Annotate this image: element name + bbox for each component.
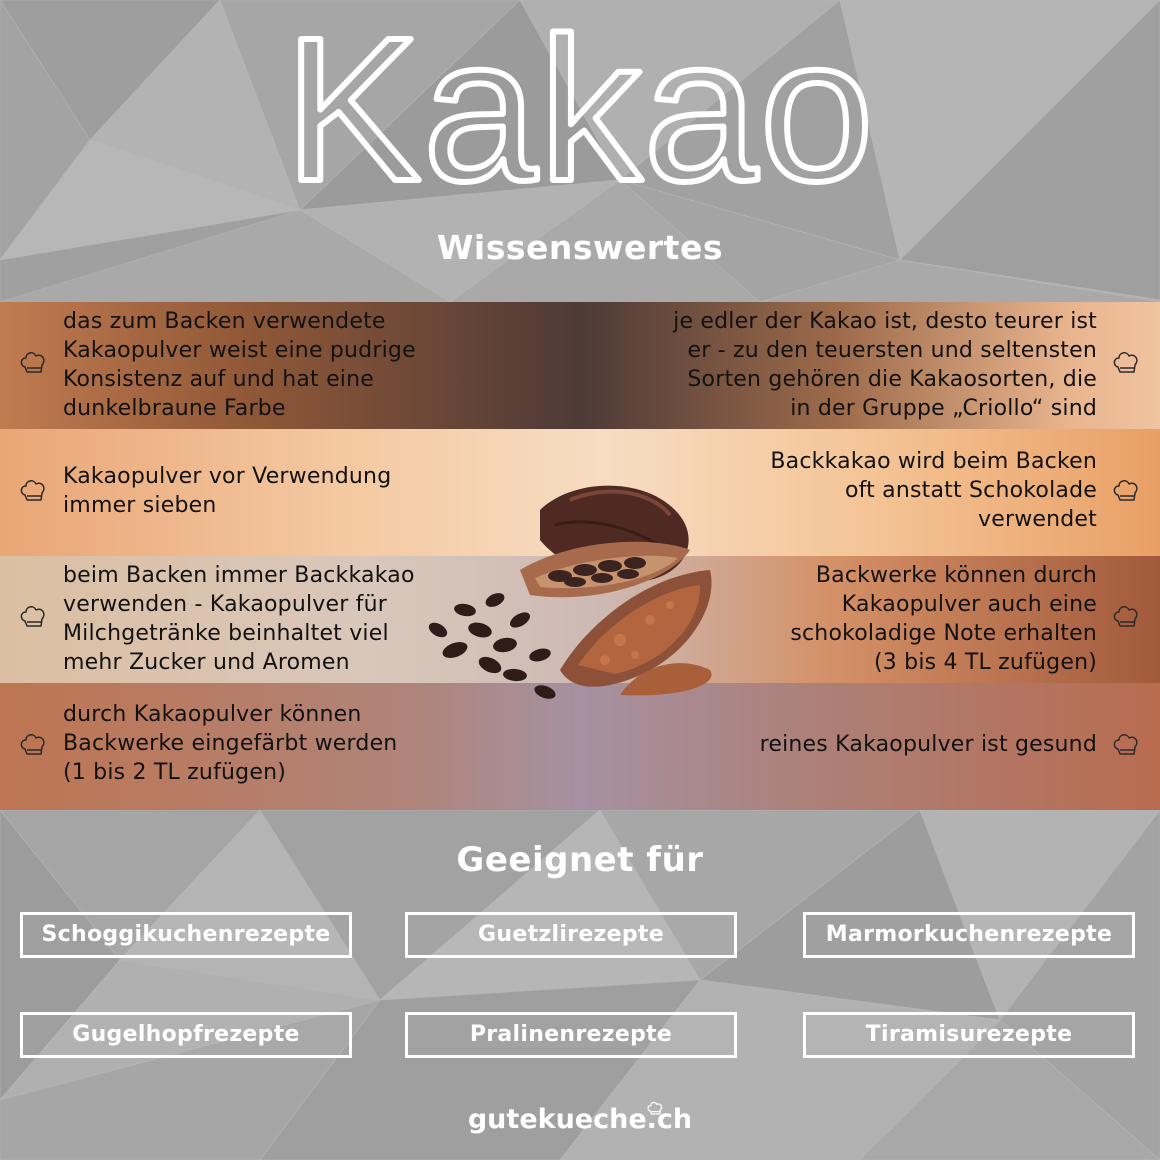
chef-hat-icon <box>1111 347 1141 377</box>
category-button-schoggikuchen[interactable]: Schoggikuchenrezepte <box>20 912 352 958</box>
category-button-tiramisu[interactable]: Tiramisurezepte <box>803 1012 1135 1058</box>
category-button-guetzli[interactable]: Guetzlirezepte <box>405 912 737 958</box>
category-button-gugelhopf[interactable]: Gugelhopfrezepte <box>20 1012 352 1058</box>
section-heading-facts: Wissenswertes <box>437 228 723 267</box>
chef-hat-icon <box>646 1099 664 1117</box>
fact-right-1: je edler der Kakao ist, desto teurer ist er - zu den teuersten und seltensten Sorten gehören die Kakaosorten, die in der Gruppe „Criollo“ sind <box>673 309 1097 421</box>
chef-hat-icon <box>1111 475 1141 505</box>
category-button-marmorkuchen[interactable]: Marmorkuchenrezepte <box>803 912 1135 958</box>
fact-left-3: beim Backen immer Backkakao verwenden - Kakaopulver für Milchgetränke beinhaltet viel mehr Zucker und Aromen <box>63 563 415 675</box>
fact-right-4: reines Kakaopulver ist gesund <box>759 732 1097 757</box>
fact-left-1: das zum Backen verwendete Kakaopulver weist eine pudrige Konsistenz auf und hat eine dunkelbraune Farbe <box>63 309 416 421</box>
fact-right-2: Backkakao wird beim Backen oft anstatt Schokolade verwendet <box>770 449 1097 532</box>
chef-hat-icon <box>18 729 48 759</box>
page-title <box>0 2 1160 202</box>
footer-brand: gutekueche.ch <box>467 1104 693 1135</box>
chef-hat-icon <box>18 347 48 377</box>
svg-text:Kakao: Kakao <box>284 2 876 202</box>
fact-left-4: durch Kakaopulver können Backwerke eingefärbt werden (1 bis 2 TL zufügen) <box>63 702 398 785</box>
fact-right-3: Backwerke können durch Kakaopulver auch eine schokoladige Note erhalten (3 bis 4 TL zufügen) <box>790 563 1097 675</box>
chef-hat-icon <box>1111 729 1141 759</box>
section-heading-suitable: Geeignet für <box>456 840 704 880</box>
fact-left-2: Kakaopulver vor Verwendung immer sieben <box>63 464 392 518</box>
chef-hat-icon <box>1111 601 1141 631</box>
chef-hat-icon <box>18 475 48 505</box>
chef-hat-icon <box>18 601 48 631</box>
category-button-pralinen[interactable]: Pralinenrezepte <box>405 1012 737 1058</box>
